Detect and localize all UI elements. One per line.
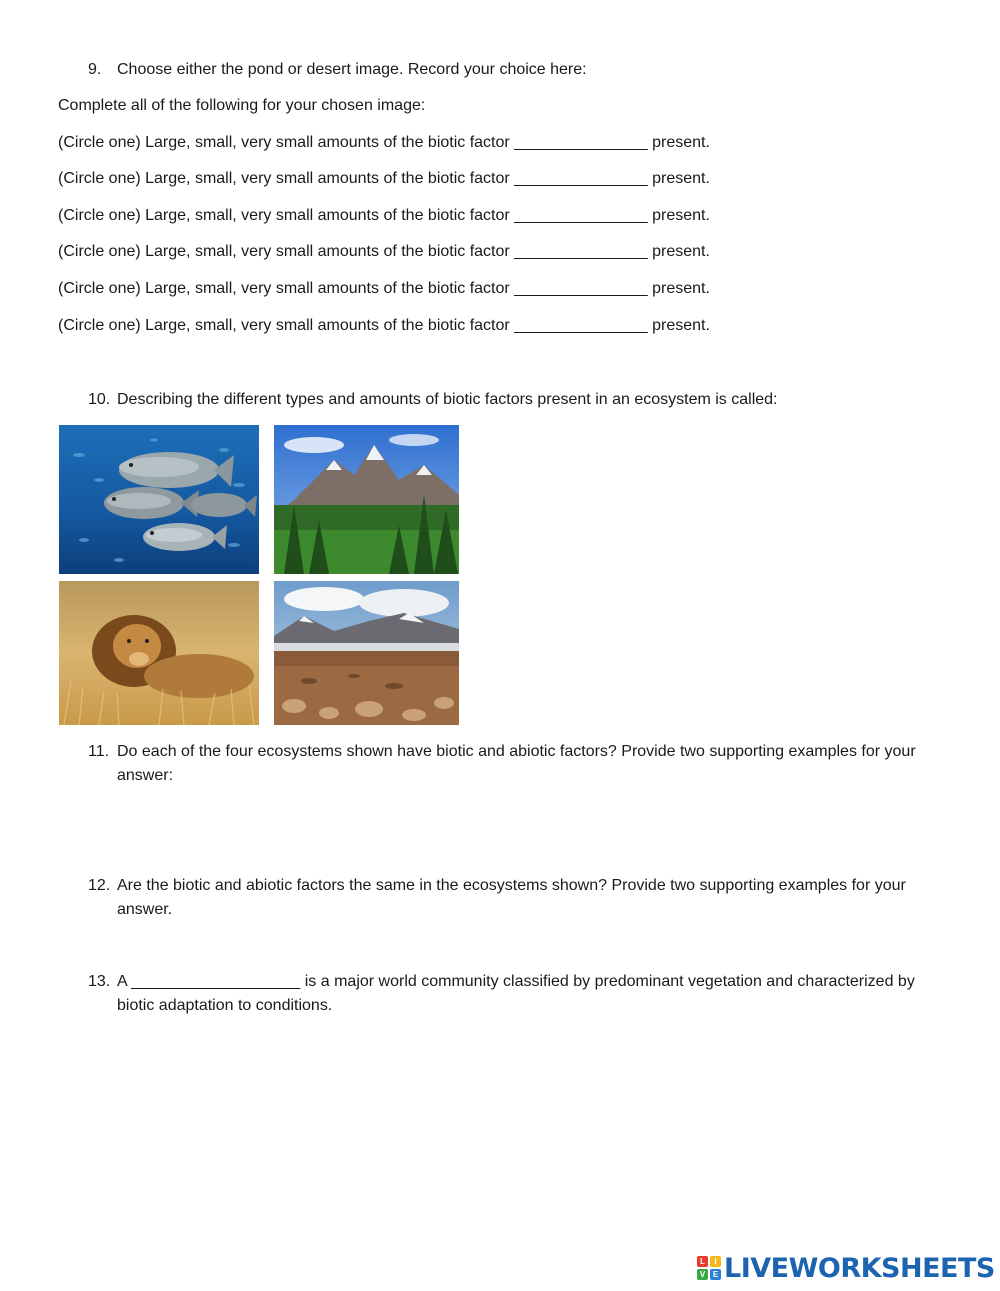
logo-block-l: L xyxy=(697,1256,708,1267)
biotic-factor-row: (Circle one) Large, small, very small amounts of the biotic factor _______________ present. xyxy=(58,134,710,151)
logo-block-i: I xyxy=(710,1256,721,1267)
biotic-factor-row: (Circle one) Large, small, very small amounts of the biotic factor _______________ present. xyxy=(58,207,710,224)
question-number: 9. xyxy=(88,61,102,78)
question-text: Choose either the pond or desert image. Record your choice here: xyxy=(117,61,587,78)
logo-block-v: V xyxy=(697,1269,708,1280)
fish-ocean-photo xyxy=(59,425,259,574)
question-number: 10. xyxy=(88,391,111,408)
question-number: 13. xyxy=(88,973,111,990)
logo-block-e: E xyxy=(710,1269,721,1280)
question-text: Do each of the four ecosystems shown have biotic and abiotic factors? Provide two supporting examples for your answer: xyxy=(117,743,916,784)
question-number: 12. xyxy=(88,877,111,894)
biotic-factor-row: (Circle one) Large, small, very small amounts of the biotic factor _______________ present. xyxy=(58,280,710,297)
instruction-text: Complete all of the following for your chosen image: xyxy=(58,97,426,114)
lion-savanna-photo xyxy=(59,581,259,725)
question-text: Are the biotic and abiotic factors the same in the ecosystems shown? Provide two supporting examples for your answer. xyxy=(117,877,906,918)
logo-blocks-icon xyxy=(697,1256,721,1280)
question-text: A ___________________ is a major world community classified by predominant vegetation and characterized by biotic adaptation to conditions. xyxy=(117,973,915,1014)
biotic-factor-row: (Circle one) Large, small, very small amounts of the biotic factor _______________ present. xyxy=(58,317,710,334)
brand-name: LIVEWORKSHEETS xyxy=(724,1253,995,1284)
mountain-forest-photo xyxy=(274,425,459,574)
biotic-factor-row: (Circle one) Large, small, very small amounts of the biotic factor _______________ present. xyxy=(58,170,710,187)
question-number: 11. xyxy=(88,743,110,760)
tundra-photo xyxy=(274,581,459,725)
question-text: Describing the different types and amounts of biotic factors present in an ecosystem is called: xyxy=(117,391,778,408)
biotic-factor-row: (Circle one) Large, small, very small amounts of the biotic factor _______________ present. xyxy=(58,243,710,260)
